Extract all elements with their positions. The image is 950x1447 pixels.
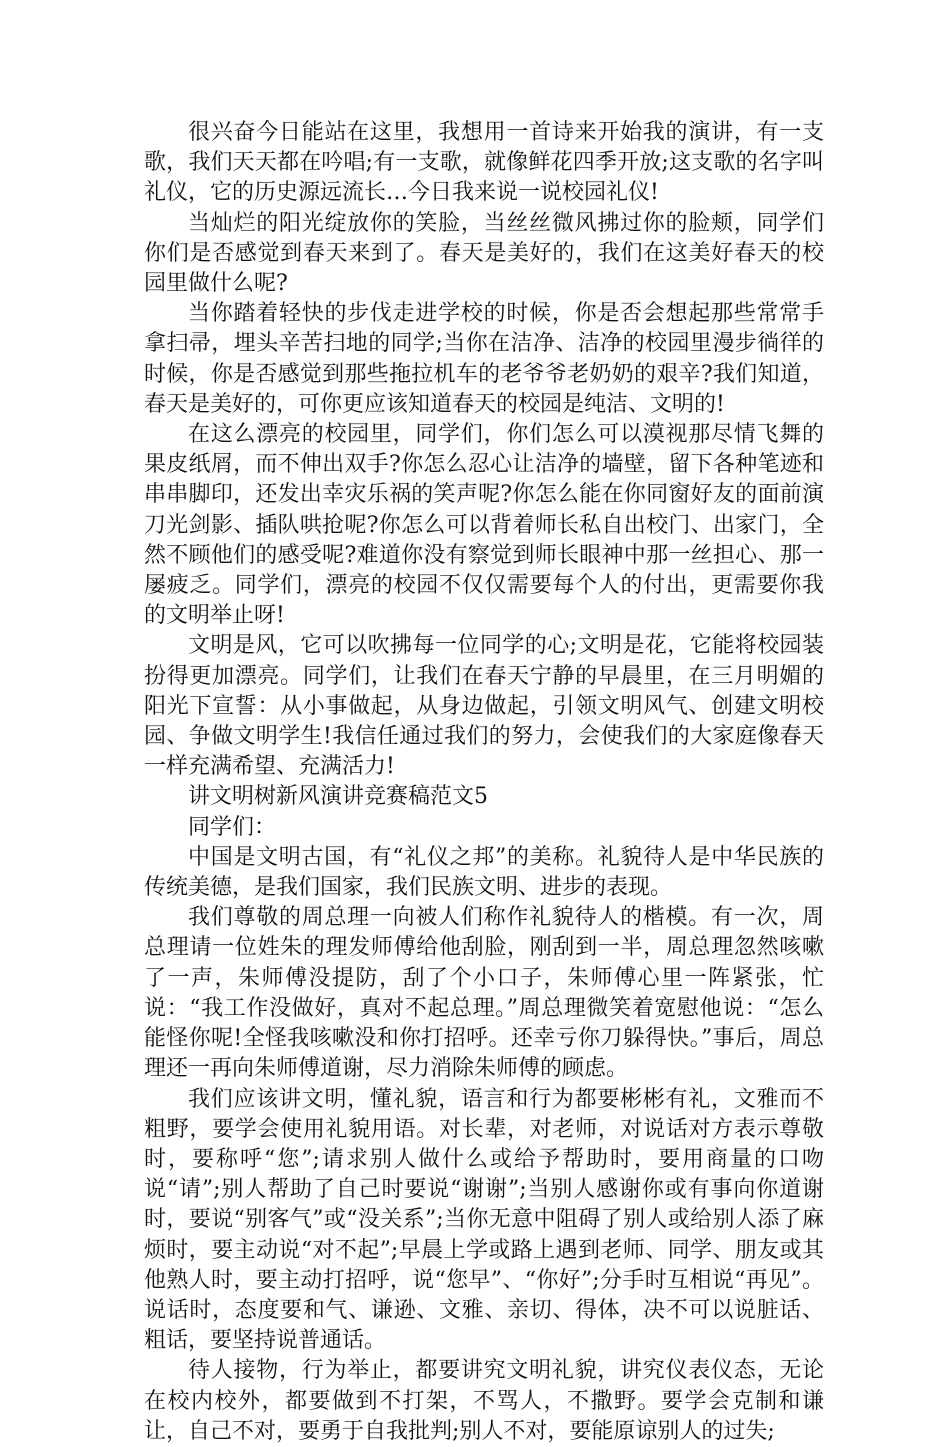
paragraph-6: 中国是文明古国，有“礼仪之邦”的美称。礼貌待人是中华民族的传统美德，是我们国家，我们民族文明、进步的表现。 [144,844,824,901]
salutation: 同学们： [188,814,277,840]
paragraph-3: 当你踏着轻快的步伐走进学校的时候，你是否会想起那些常常手拿扫帚，埋头辛苦扫地的同学;当你在洁净、洁净的校园里漫步徜徉的时候，你是否感觉到那些拖拉机车的老爷爷老奶奶的艰辛?我们知道，春天是美好的，可你更应该知道春天的校园是纯洁、文明的! [144,301,824,417]
section-heading: 讲文明树新风演讲竞赛稿范文5 [188,784,488,810]
paragraph-2: 当灿烂的阳光绽放你的笑脸，当丝丝微风拂过你的脸颊，同学们你们是否感觉到春天来到了。春天是美好的，我们在这美好春天的校园里做什么呢? [144,210,824,297]
paragraph-8: 我们应该讲文明，懂礼貌，语言和行为都要彬彬有礼，文雅而不粗野，要学会使用礼貌用语。对长辈，对老师，对说话对方表示尊敬时，要称呼“您”;请求别人做什么或给予帮助时，要用商量的口吻说“请”;别人帮助了自己时要说“谢谢”;当别人感谢你或有事向你道谢时，要说“别客气”或“没关系”;当你无意中阻碍了别人或给别人添了麻烦时，要主动说“对不起”;早晨上学或路上遇到老师、同学、朋友或其他熟人时，要主动打招呼，说“您早”、“你好”;分手时互相说“再见”。说话时，态度要和气、谦逊、文雅、亲切、得体，决不可以说脏话、粗话，要坚持说普通话。 [144,1086,824,1354]
document-body [144,118,824,1447]
paragraph-7: 我们尊敬的周总理一向被人们称作礼貌待人的楷模。有一次，周总理请一位姓朱的理发师傅给他刮脸，刚刮到一半，周总理忽然咳嗽了一声，朱师傅没提防，刮了个小口子，朱师傅心里一阵紧张，忙说：“我工作没做好，真对不起总理。”周总理微笑着宽慰他说：“怎么能怪你呢!全怪我咳嗽没和你打招呼。还幸亏你刀躲得快。”事后，周总理还一再向朱师傅道谢，尽力消除朱师傅的顾虑。 [144,905,824,1082]
paragraph-9: 待人接物，行为举止，都要讲究文明礼貌，讲究仪表仪态，无论在校内校外，都要做到不打架，不骂人，不撒野。要学会克制和谦让，自己不对，要勇于自我批判;别人不对，要能原谅别人的过失; [144,1358,824,1444]
paragraph-1: 很兴奋今日能站在这里，我想用一首诗来开始我的演讲，有一支歌，我们天天都在吟唱;有一支歌，就像鲜花四季开放;这支歌的名字叫礼仪，它的历史源远流长…今日我来说一说校园礼仪! [144,120,824,206]
paragraph-4: 在这么漂亮的校园里，同学们，你们怎么可以漠视那尽情飞舞的果皮纸屑，而不伸出双手?你怎么忍心让洁净的墙壁，留下各种笔迹和串串脚印，还发出幸灾乐祸的笑声呢?你怎么能在你同窗好友的面前演刀光剑影、插队哄抢呢?你怎么可以背着师长私自出校门、出家门，全然不顾他们的感受呢?难道你没有察觉到师长眼神中那一丝担心、那一屡疲乏。同学们，漂亮的校园不仅仅需要每个人的付出，更需要你我的文明举止呀! [144,422,824,629]
paragraph-5: 文明是风，它可以吹拂每一位同学的心;文明是花，它能将校园装扮得更加漂亮。同学们，让我们在春天宁静的早晨里，在三月明媚的阳光下宣誓：从小事做起，从身边做起，引领文明风气、创建文明校园、争做文明学生!我信任通过我们的努力，会使我们的大家庭像春天一样充满希望、充满活力! [144,633,824,780]
